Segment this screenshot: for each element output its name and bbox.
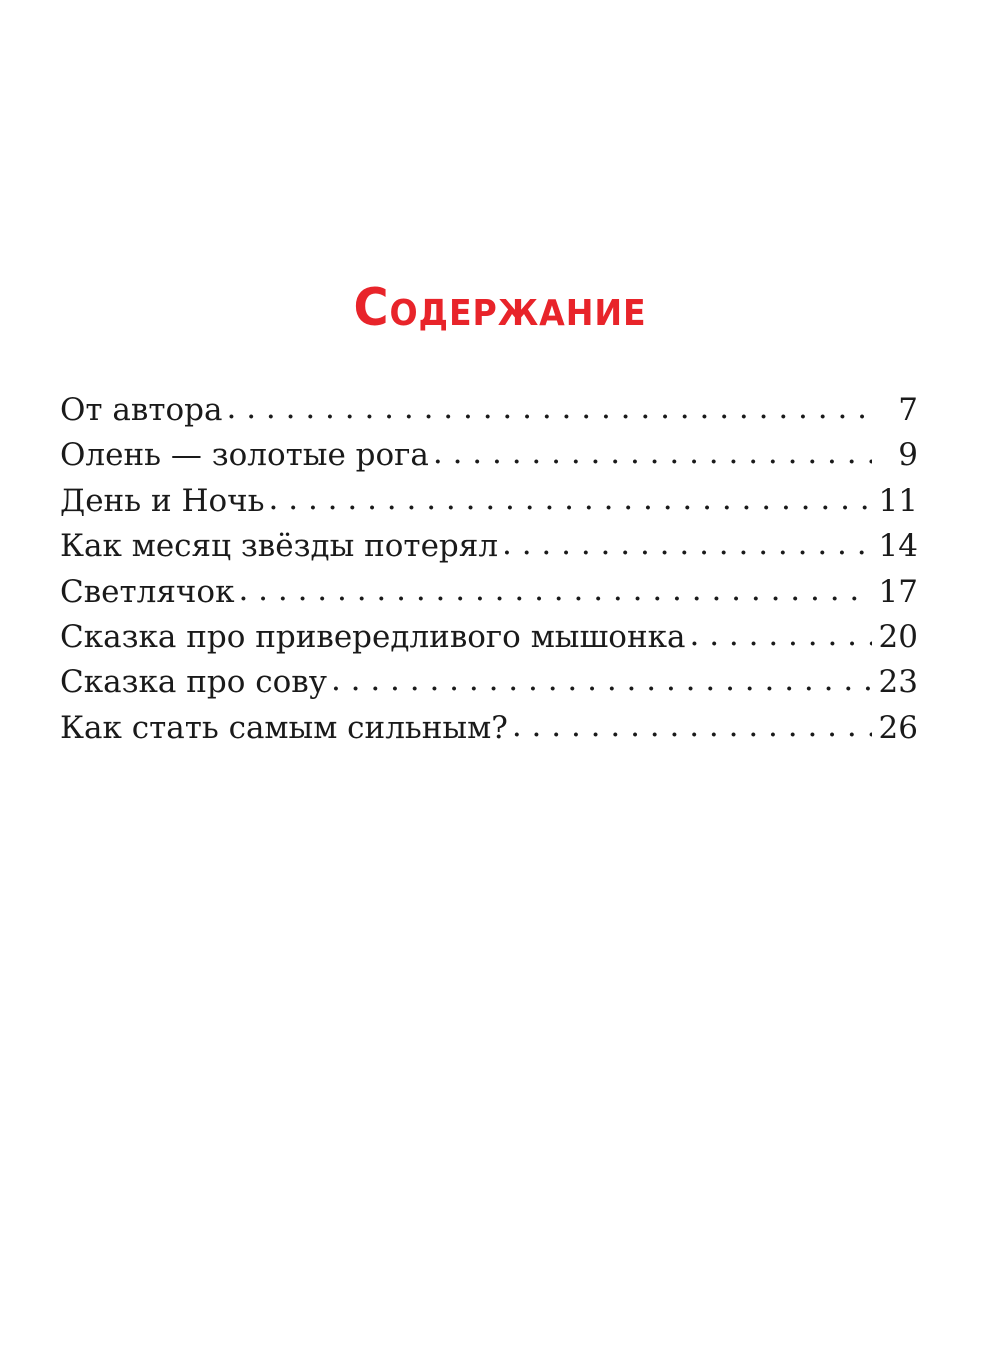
toc-entry-page: 23: [878, 664, 918, 701]
toc-entry[interactable]: [60, 660, 918, 705]
toc-entry[interactable]: [60, 479, 918, 524]
dot-leader: [269, 477, 872, 522]
toc-entry-title: Сказка про привередливого мышонка: [60, 618, 686, 655]
toc-entry-title: Как стать самым сильным?: [60, 709, 508, 746]
toc-entry-page: 26: [878, 709, 918, 746]
page-title: Содержание: [353, 277, 647, 338]
toc-entry-page: 17: [878, 573, 918, 610]
dot-leader: [689, 613, 872, 658]
toc-entry[interactable]: [60, 388, 918, 433]
toc-entry-title: Как месяц звёзды потерял: [60, 528, 499, 565]
dot-leader: [502, 522, 872, 567]
toc-entry[interactable]: [60, 570, 918, 615]
dot-leader: [238, 568, 872, 613]
toc-entry-title: День и Ночь: [60, 482, 265, 519]
toc-entry-title: Светлячок: [60, 573, 235, 610]
toc-entry[interactable]: [60, 615, 918, 660]
toc-entry[interactable]: [60, 524, 918, 569]
toc-entry-title: Сказка про сову: [60, 664, 327, 701]
toc-entry[interactable]: [60, 433, 918, 478]
dot-leader: [433, 431, 872, 476]
dot-leader: [227, 386, 873, 431]
toc-entry-page: 11: [878, 482, 918, 519]
table-of-contents: [60, 388, 918, 751]
toc-entry-page: 7: [898, 392, 918, 428]
dot-leader: [512, 704, 872, 749]
dot-leader: [331, 658, 872, 703]
toc-entry-page: 20: [878, 618, 918, 655]
toc-entry-page: 9: [898, 437, 918, 474]
toc-entry-page: 14: [878, 528, 918, 565]
toc-entry-title: От автора: [60, 392, 223, 428]
toc-entry[interactable]: [60, 706, 918, 751]
toc-entry-title: Олень — золотые рога: [60, 437, 429, 474]
